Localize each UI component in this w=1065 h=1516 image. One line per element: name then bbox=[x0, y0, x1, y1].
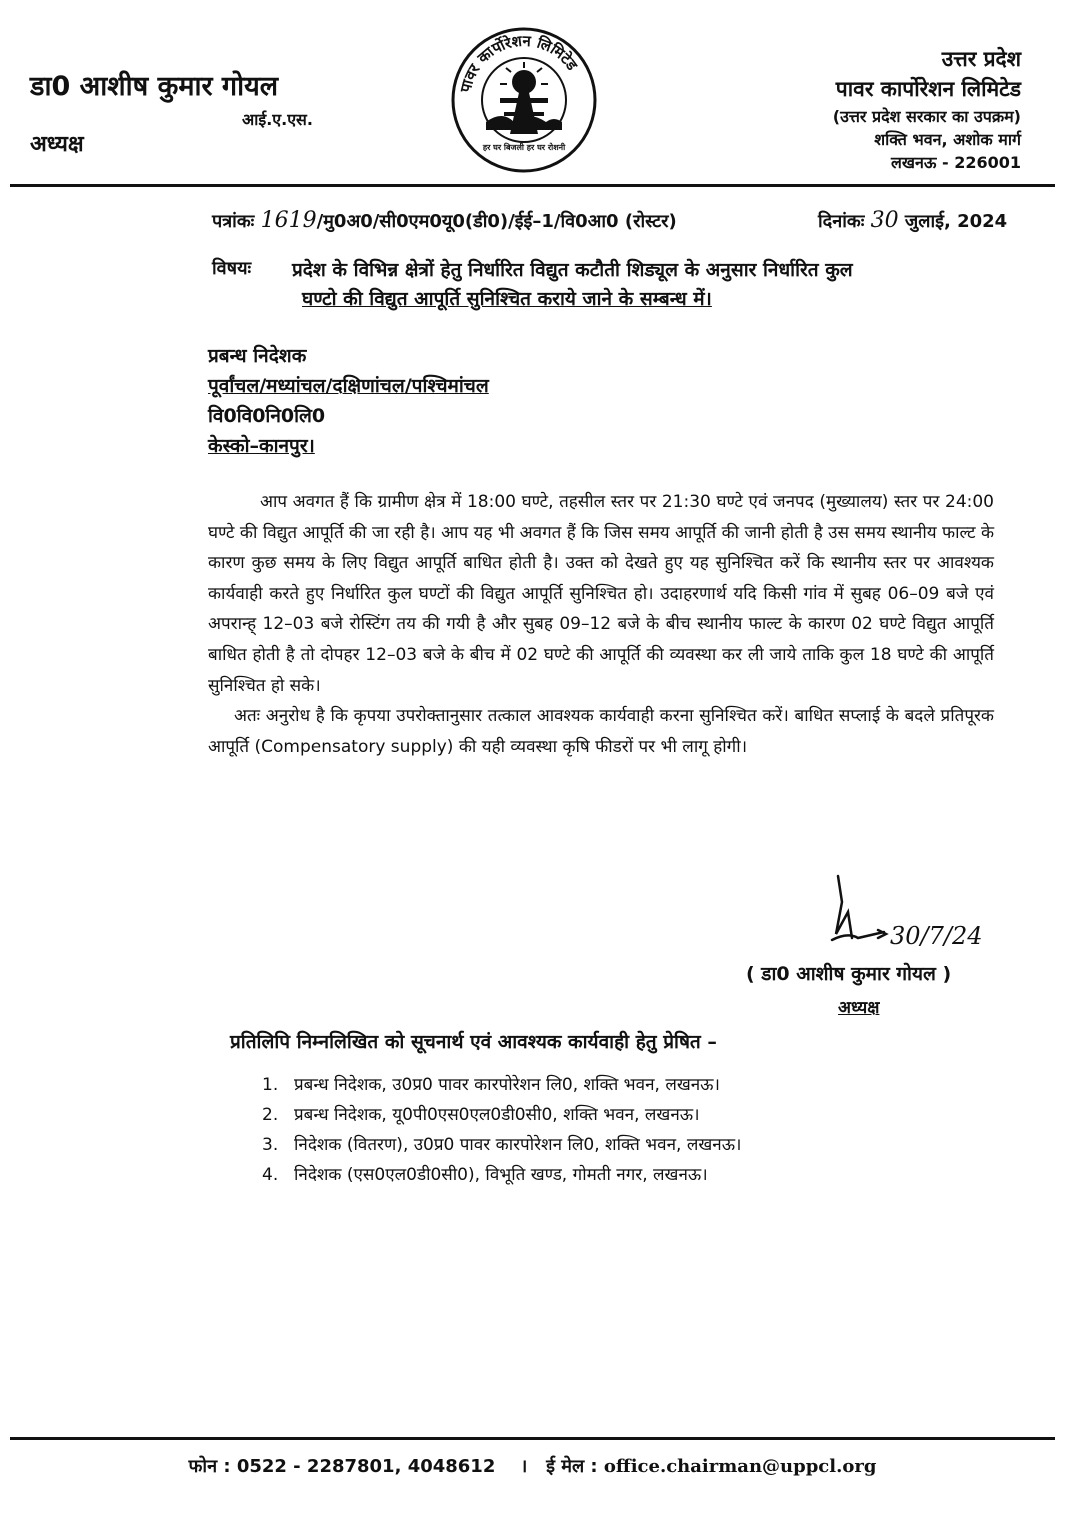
copies-list bbox=[262, 1070, 741, 1190]
subject-line-2: घण्टो की विद्युत आपूर्ति सुनिश्चित कराये जाने के सम्बन्ध में। bbox=[302, 288, 712, 310]
list-item-text: निदेशक (एस0एल0डी0सी0), विभूति खण्ड, गोमती नगर, लखनऊ। bbox=[294, 1165, 708, 1185]
email-label: ई मेल : bbox=[546, 1456, 598, 1477]
org-line-city: लखनऊ - 226001 bbox=[891, 153, 1021, 173]
phone-label: फोन : bbox=[188, 1456, 231, 1477]
date-day: 30 bbox=[870, 208, 899, 233]
org-line-state: उत्तर प्रदेश bbox=[941, 47, 1021, 71]
list-item-number: 3. bbox=[262, 1135, 279, 1155]
seal-motto: हर घर बिजली हर घर रोशनी bbox=[482, 143, 566, 152]
org-line-company: पावर कार्पोरेशन लिमिटेड bbox=[835, 77, 1021, 102]
addressee-line-4: केस्को–कानपुर। bbox=[208, 435, 315, 457]
list-item bbox=[262, 1100, 741, 1130]
header-divider bbox=[10, 184, 1055, 187]
addressee-line-2: पूर्वांचल/मध्यांचल/दक्षिणांचल/पश्चिमांचल bbox=[208, 375, 489, 397]
date-label: दिनांकः bbox=[818, 211, 865, 232]
list-item-text: प्रबन्ध निदेशक, उ0प्र0 पावर कारपोरेशन लि0, शक्ति भवन, लखनऊ। bbox=[294, 1075, 720, 1095]
reference-label: पत्रांकः bbox=[212, 211, 255, 232]
uppcl-seal-icon bbox=[450, 26, 598, 174]
list-item-number: 2. bbox=[262, 1105, 279, 1125]
service-label: आई.ए.एस. bbox=[242, 110, 313, 129]
signatory-name: ( डा0 आशीष कुमार गोयल ) bbox=[746, 963, 952, 985]
footer-separator: । bbox=[520, 1456, 528, 1477]
handwritten-signature bbox=[828, 872, 988, 962]
org-line-undertaking: (उत्तर प्रदेश सरकार का उपक्रम) bbox=[832, 106, 1021, 126]
email-address: office.chairman@uppcl.org bbox=[603, 1456, 877, 1477]
addressee-line-1: प्रबन्ध निदेशक bbox=[208, 345, 307, 367]
signature-date: 30/7/24 bbox=[890, 922, 983, 950]
reference-number: 1619 bbox=[260, 208, 317, 233]
addressee-line-3: वि0वि0नि0लि0 bbox=[208, 405, 326, 427]
phone-numbers: 0522 - 2287801, 4048612 bbox=[236, 1456, 496, 1477]
subject-line-1: प्रदेश के विभिन्न क्षेत्रों हेतु निर्धारित विद्युत कटौती शिड्यूल के अनुसार निर्धारित कुल bbox=[292, 259, 853, 281]
body-paragraph-2: अतः अनुरोध है कि कृपया उपरोक्तानुसार तत्काल आवश्यक कार्यवाही करना सुनिश्चित करें। बाधित सप्लाई के बदले प्रतिपूरक आपूर्ति (Compensatory supply) की यही व्यवस्था कृषि फीडरों पर भी लागू होगी। bbox=[208, 706, 994, 757]
copies-title: प्रतिलिपि निम्नलिखित को सूचनार्थ एवं आवश्यक कार्यवाही हेतु प्रेषित – bbox=[230, 1031, 717, 1053]
list-item bbox=[262, 1130, 741, 1160]
list-item-number: 4. bbox=[262, 1165, 279, 1185]
letter-body bbox=[208, 487, 994, 762]
list-item bbox=[262, 1160, 741, 1190]
chairman-name: डा0 आशीष कुमार गोयल bbox=[30, 71, 279, 102]
subject-label: विषयः bbox=[212, 258, 252, 279]
org-line-street: शक्ति भवन, अशोक मार्ग bbox=[874, 130, 1021, 150]
list-item-text: प्रबन्ध निदेशक, यू0पी0एस0एल0डी0सी0, शक्ति भवन, लखनऊ। bbox=[294, 1105, 700, 1125]
org-address-block bbox=[833, 44, 1021, 174]
date-rest: जुलाई, 2024 bbox=[904, 211, 1008, 232]
reference-suffix: /मु0अ0/सी0एम0यू0(डी0)/ईई–1/वि0आ0 (रोस्टर) bbox=[316, 211, 677, 232]
chairman-designation: अध्यक्ष bbox=[30, 132, 84, 157]
list-item-text: निदेशक (वितरण), उ0प्र0 पावर कारपोरेशन लि0, शक्ति भवन, लखनऊ। bbox=[294, 1135, 742, 1155]
footer-contact bbox=[0, 1454, 1065, 1478]
signatory-designation: अध्यक्ष bbox=[838, 998, 880, 1018]
letter-reference bbox=[212, 208, 677, 233]
list-item-number: 1. bbox=[262, 1075, 279, 1095]
letter-date bbox=[818, 208, 1007, 233]
body-paragraph-1: आप अवगत हैं कि ग्रामीण क्षेत्र में 18:00 घण्टे, तहसील स्तर पर 21:30 घण्टे एवं जनपद (मुख्यालय) स्तर पर 24:00 घण्टे की विद्युत आपूर्ति की जा रही है। आप यह भी अवगत हैं कि जिस समय आपूर्ति की जानी होती है उस समय स्थानीय फाल्ट के कारण कुछ समय के लिए विद्युत आपूर्ति बाधित होती है। उक्त को देखते हुए यह सुनिश्चित करें कि स्थानीय स्तर पर आवश्यक कार्यवाही करते हुए निर्धारित कुल घण्टों की विद्युत आपूर्ति सुनिश्चित हो। उदाहरणार्थ यदि किसी गांव में सुबह 06–09 बजे एवं अपरान्ह् 12–03 बजे रोस्टिंग तय की गयी है और सुबह 09–12 बजे के बीच स्थानीय फाल्ट के कारण 02 घण्टे विद्युत आपूर्ति बाधित होती है तो दोपहर 12–03 बजे के बीच में 02 घण्टे की आपूर्ति की व्यवस्था कर ली जाये ताकि कुल 18 घण्टे की आपूर्ति सुनिश्चित हो सके। bbox=[208, 492, 994, 696]
seal-ring-text: पावर कार्पोरेशन लिमिटेड bbox=[456, 31, 582, 95]
list-item bbox=[262, 1070, 741, 1100]
footer-divider bbox=[10, 1437, 1055, 1440]
